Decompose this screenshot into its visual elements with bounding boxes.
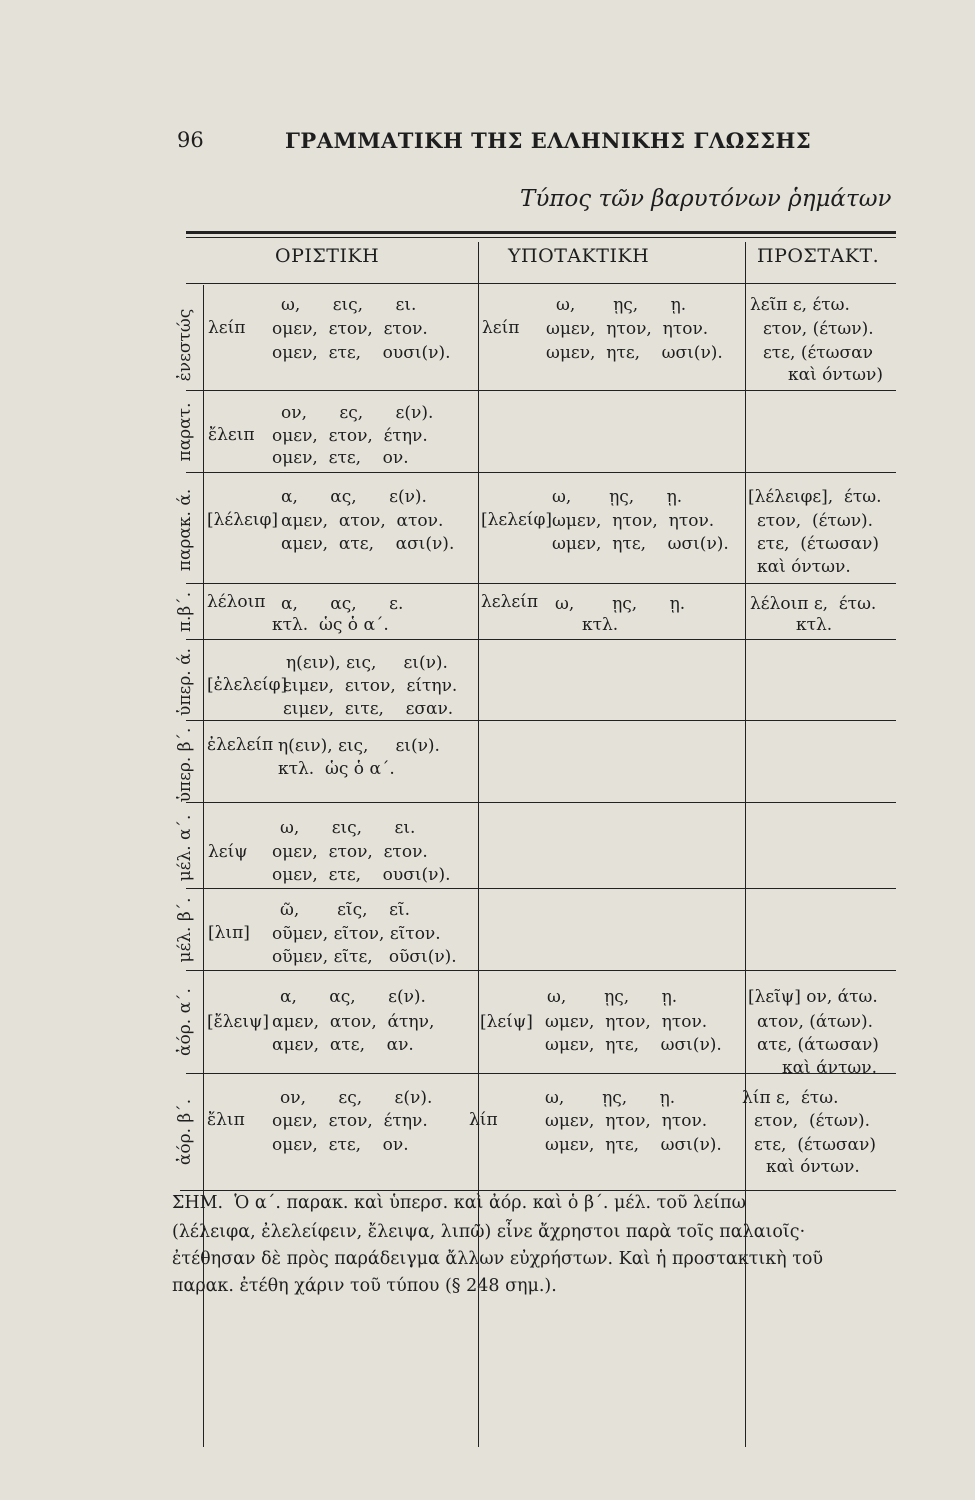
stem: [λελείφ] xyxy=(481,510,552,530)
tense-label: ὑπερ. β΄. xyxy=(175,727,195,803)
row-separator xyxy=(186,583,896,584)
tense-label: παρατ. xyxy=(175,402,195,462)
indicative-ending: ῶ, εῖς, εῖ. xyxy=(280,900,410,920)
stem: [ἐλελείφ] xyxy=(207,675,288,695)
running-title: ΓΡΑΜΜΑΤΙΚΗ ΤΗΣ ΕΛΛΗΝΙΚΗΣ ΓΛΩΣΣΗΣ xyxy=(285,128,812,153)
indicative-ending: ομεν, ετε, ουσι(ν). xyxy=(272,343,451,363)
indicative-ending: ειμεν, ειτε, εσαν. xyxy=(283,699,454,719)
stem: λέλοιπ xyxy=(207,592,266,612)
subjunctive-ending: ωμεν, ητε, ωσι(ν). xyxy=(552,534,729,554)
imperative-ending: καὶ όντων) xyxy=(788,365,883,385)
indicative-ending: αμεν, ατον, ατον. xyxy=(281,511,444,531)
imperative-ending: ατον, (άτων). xyxy=(757,1012,874,1032)
row-separator xyxy=(186,472,896,473)
stem: λείπ xyxy=(208,318,246,338)
indicative-ending: αμεν, ατε, αν. xyxy=(272,1035,414,1055)
indicative-ending: α, ας, ε. xyxy=(281,594,404,614)
indicative-ending: ειμεν, ειτον, είτην. xyxy=(283,676,458,696)
imperative-ending: καὶ όντων. xyxy=(766,1157,860,1177)
stem: ἔλειπ xyxy=(208,425,255,445)
indicative-ending: α, ας, ε(ν). xyxy=(281,487,427,507)
indicative-ending: η(ειν), εις, ει(ν). xyxy=(278,736,440,756)
indicative-ending: ω, εις, ει. xyxy=(281,295,417,315)
page-number: 96 xyxy=(177,128,204,152)
row-separator xyxy=(186,888,896,889)
imperative-ending: κτλ. xyxy=(796,615,833,635)
subjunctive-ending: ω, ῃς, ῃ. xyxy=(547,987,678,1007)
stem: [ἔλειψ] xyxy=(207,1012,269,1032)
imperative-ending: ετον, (έτων). xyxy=(754,1111,871,1131)
footnote-line: ἐτέθησαν δὲ πρὸς παράδειγμα ἄλλων εὐχρήστων. Καὶ ἡ προστακτικὴ τοῦ xyxy=(172,1249,824,1269)
imperative-ending: [λέλειφε], έτω. xyxy=(748,487,882,507)
column-header-imperative: ΠΡΟΣΤΑΚΤ. xyxy=(757,245,880,267)
tense-label: ἀόρ. β΄. xyxy=(175,1098,195,1166)
divider-label-column xyxy=(203,285,204,1447)
indicative-ending: αμεν, ατον, άτην, xyxy=(272,1012,435,1032)
indicative-ending: ομεν, ετε, ουσι(ν). xyxy=(272,865,451,885)
indicative-ending: οῦμεν, εῖτε, οῦσι(ν). xyxy=(272,947,457,967)
stem: λείψ xyxy=(208,842,248,862)
header-bottom-rule xyxy=(186,283,896,284)
indicative-ending: ομεν, ετον, έτην. xyxy=(272,1111,428,1131)
subjunctive-ending: ω, ῃς, ῃ. xyxy=(556,295,687,315)
column-header-indicative: ΟΡΙΣΤΙΚΗ xyxy=(275,245,380,267)
tense-label: ἀόρ. α΄. xyxy=(175,988,195,1056)
row-separator xyxy=(186,390,896,391)
indicative-ending: αμεν, ατε, ασι(ν). xyxy=(281,534,455,554)
indicative-ending: ομεν, ετον, ετον. xyxy=(272,842,428,862)
imperative-ending: ετον, (έτων). xyxy=(763,319,874,339)
imperative-ending: ατε, (άτωσαν) xyxy=(757,1035,879,1055)
top-double-rule-thin xyxy=(186,237,896,238)
indicative-ending: ω, εις, ει. xyxy=(280,818,416,838)
imperative-ending: καὶ όντων. xyxy=(757,557,851,577)
imperative-ending: [λεῖψ] ον, άτω. xyxy=(748,987,878,1007)
column-header-subjunctive: ΥΠΟΤΑΚΤΙΚΗ xyxy=(508,245,650,267)
tense-label: μέλ. α΄. xyxy=(175,814,195,882)
indicative-ending: ον, ες, ε(ν). xyxy=(280,1088,433,1108)
stem: λελείπ xyxy=(481,592,539,612)
stem: λείπ xyxy=(482,318,520,338)
indicative-ending: ον, ες, ε(ν). xyxy=(281,403,434,423)
top-double-rule xyxy=(186,231,896,234)
imperative-ending: ετε, (έτωσαν) xyxy=(754,1135,876,1155)
stem: [λείψ] xyxy=(480,1012,533,1032)
imperative-ending: ετον, (έτων). xyxy=(757,511,874,531)
subjunctive-ending: ω, ῃς, ῃ. xyxy=(545,1088,676,1108)
subjunctive-ending: ωμεν, ητε, ωσι(ν). xyxy=(546,343,723,363)
subjunctive-ending: ωμεν, ητον, ητον. xyxy=(546,319,709,339)
subjunctive-ending: ωμεν, ητον, ητον. xyxy=(545,1012,708,1032)
stem: [λέλειφ] xyxy=(207,510,278,530)
subjunctive-ending: ωμεν, ητον, ητον. xyxy=(545,1111,708,1131)
imperative-ending: λίπ ε, έτω. xyxy=(742,1088,839,1108)
subjunctive-ending: ωμεν, ητε, ωσι(ν). xyxy=(545,1135,722,1155)
tense-label: μέλ. β΄. xyxy=(175,897,195,963)
imperative-ending: ετε, (έτωσαν xyxy=(763,343,873,363)
subjunctive-ending: ωμεν, ητον, ητον. xyxy=(552,511,715,531)
imperative-ending: ετε, (έτωσαν) xyxy=(757,534,879,554)
indicative-ending: ομεν, ετον, έτην. xyxy=(272,426,428,446)
stem: ἐλελείπ xyxy=(207,735,274,755)
imperative-ending: λέλοιπ ε, έτω. xyxy=(750,594,877,614)
table-bottom-rule xyxy=(180,1190,896,1191)
footnote-line: (λέλειφα, ἐλελείφειν, ἔλειψα, λιπῶ) εἶνε ἄχρηστοι παρὰ τοῖς παλαιοῖς· xyxy=(172,1222,806,1242)
footnote-line: ΣΗΜ. Ὁ α΄. παρακ. καὶ ὑπερσ. καὶ ἀόρ. καὶ ὁ β΄. μέλ. τοῦ λείπω xyxy=(172,1193,746,1213)
row-separator xyxy=(186,970,896,971)
subjunctive-ending: ω, ῃς, ῃ. xyxy=(555,594,686,614)
indicative-ending: ομεν, ετε, ον. xyxy=(272,1135,409,1155)
stem: [λιπ] xyxy=(208,923,250,943)
tense-label: ὑπερ. ά. xyxy=(175,648,195,716)
subjunctive-ending: ωμεν, ητε, ωσι(ν). xyxy=(545,1035,722,1055)
footnote-line: παρακ. ἐτέθη χάριν τοῦ τύπου (§ 248 σημ.). xyxy=(172,1276,557,1296)
indicative-ending: κτλ. ὡς ὁ α΄. xyxy=(278,759,395,779)
subjunctive-ending: κτλ. xyxy=(582,615,619,635)
indicative-ending: ομεν, ετον, ετον. xyxy=(272,319,428,339)
imperative-ending: καὶ άντων. xyxy=(782,1058,877,1078)
tense-label: παρακ. ά. xyxy=(175,488,195,572)
subjunctive-ending: ω, ῃς, ῃ. xyxy=(552,487,683,507)
indicative-ending: α, ας, ε(ν). xyxy=(280,987,426,1007)
indicative-ending: κτλ. ὡς ὁ α΄. xyxy=(272,615,389,635)
row-separator xyxy=(186,802,896,803)
tense-label: ἐνεστώς xyxy=(175,308,195,382)
indicative-ending: ομεν, ετε, ον. xyxy=(272,448,409,468)
stem: ἔλιπ xyxy=(207,1110,245,1130)
indicative-ending: οῦμεν, εῖτον, εῖτον. xyxy=(272,924,441,944)
imperative-ending: λεῖπ ε, έτω. xyxy=(750,295,850,315)
indicative-ending: η(ειν), εις, ει(ν). xyxy=(286,653,448,673)
row-separator xyxy=(186,639,896,640)
tense-label: π.β΄. xyxy=(175,591,195,633)
stem: λίπ xyxy=(469,1110,498,1130)
table-title: Τύπος τῶν βαρυτόνων ῥημάτων xyxy=(520,186,892,212)
